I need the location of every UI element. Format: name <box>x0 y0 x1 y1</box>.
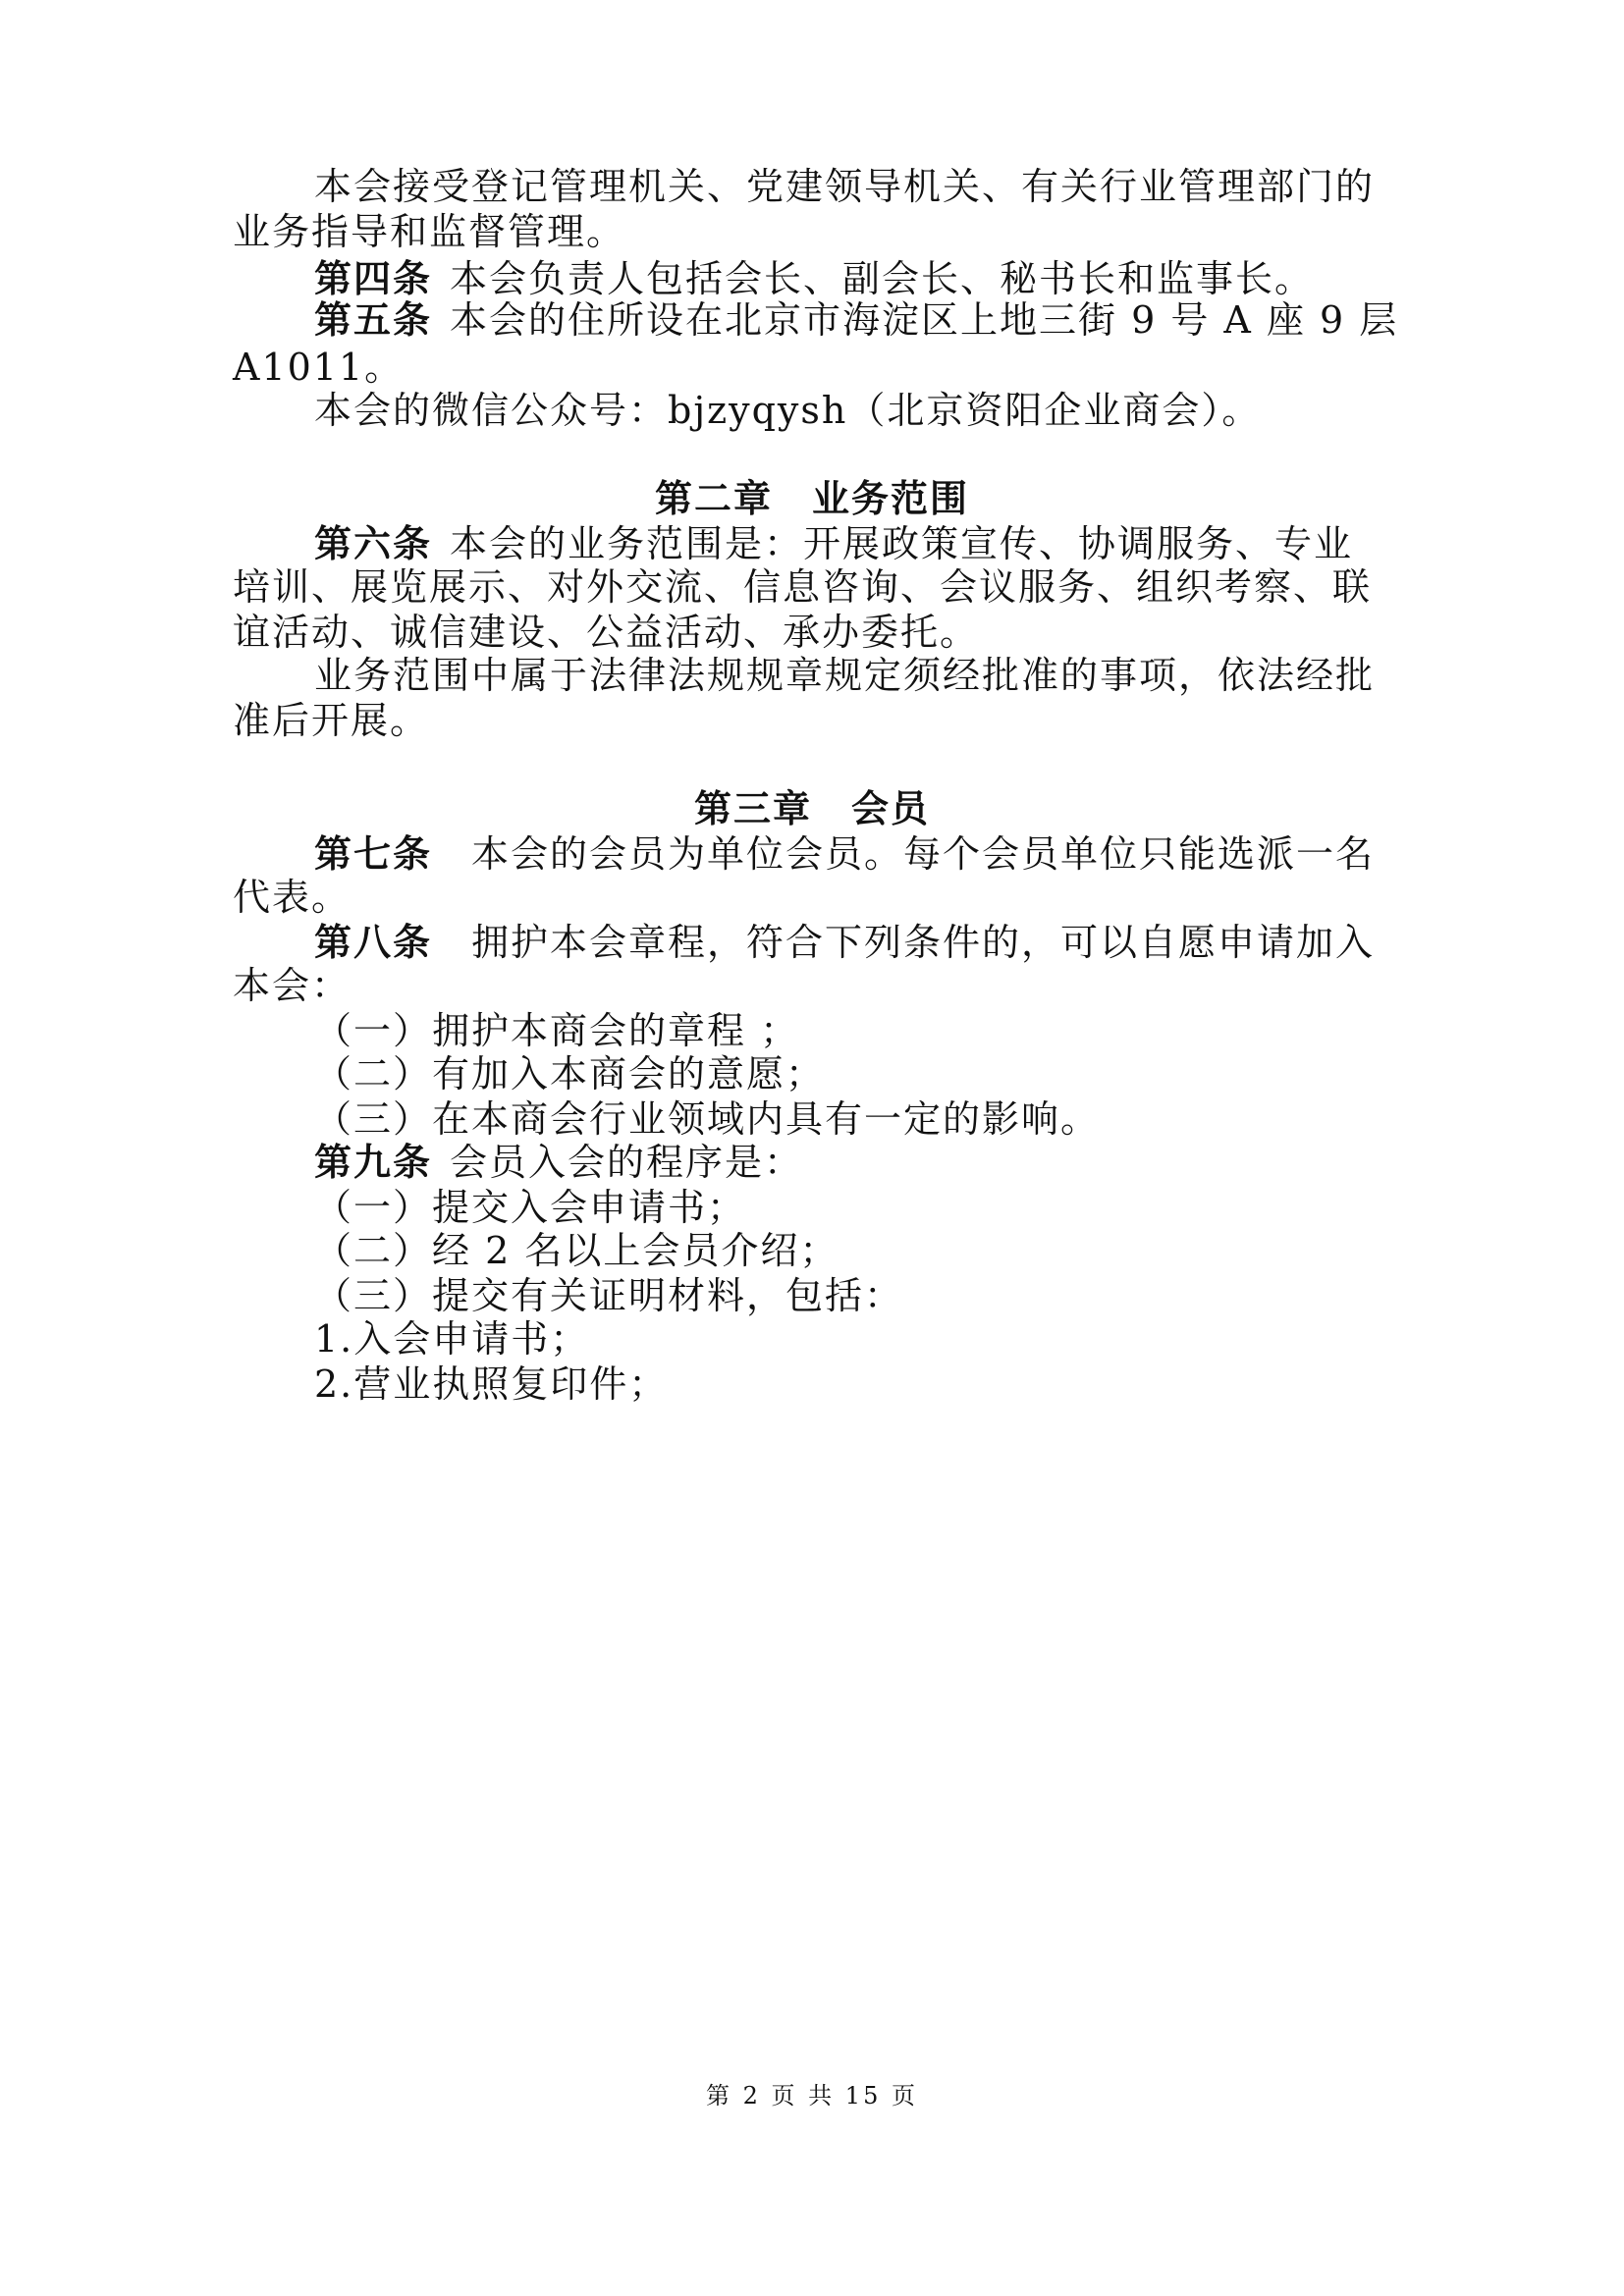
paragraph-line: 业务范围中属于法律法规规章规定须经批准的事项，依法经批 <box>314 654 1376 697</box>
wechat-line: 本会的微信公众号：bjzyqysh（北京资阳企业商会）。 <box>314 389 1262 432</box>
chapter-number: 第二章 <box>654 477 773 520</box>
article-label: 第七条 <box>314 832 433 876</box>
article-text: 拥护本会章程，符合下列条件的，可以自愿申请加入 <box>471 921 1376 964</box>
list-item: 1.入会申请书； <box>314 1317 590 1361</box>
list-item: （一）提交入会申请书； <box>314 1186 747 1229</box>
chapter-2-heading <box>0 475 1624 522</box>
list-item: （一）拥护本商会的章程 ； <box>314 1009 800 1052</box>
list-item: （三）提交有关证明材料，包括： <box>314 1274 904 1317</box>
article-5 <box>314 296 1398 344</box>
paragraph-line: 业务指导和监督管理。 <box>233 210 626 253</box>
paragraph-line: 准后开展。 <box>233 699 430 742</box>
paragraph-line: 本会接受登记管理机关、党建领导机关、有关行业管理部门的 <box>314 165 1376 208</box>
article-text: 本会的业务范围是：开展政策宣传、协调服务、专业 <box>450 522 1354 565</box>
list-item: （二）经 2 名以上会员介绍； <box>314 1229 839 1272</box>
chapter-title: 业务范围 <box>812 477 970 520</box>
paragraph-line: 培训、展览展示、对外交流、信息咨询、会议服务、组织考察、联 <box>233 565 1373 609</box>
article-8 <box>314 919 1375 966</box>
paragraph-line: 谊活动、诚信建设、公益活动、承办委托。 <box>233 611 980 654</box>
list-item: 2.营业执照复印件； <box>314 1362 669 1406</box>
paragraph-line: A1011。 <box>233 346 405 389</box>
article-text: 本会的会员为单位会员。每个会员单位只能选派一名 <box>471 832 1376 876</box>
article-label: 第九条 <box>314 1141 433 1184</box>
article-7 <box>314 830 1375 878</box>
article-4 <box>314 255 1314 302</box>
article-label: 第五条 <box>314 298 433 342</box>
chapter-title: 会员 <box>851 787 931 830</box>
article-9 <box>314 1139 803 1186</box>
paragraph-line: 本会： <box>233 964 352 1007</box>
article-6 <box>314 520 1353 567</box>
article-label: 第四条 <box>314 257 433 300</box>
article-text: 会员入会的程序是： <box>450 1141 804 1184</box>
article-text: 本会负责人包括会长、副会长、秘书长和监事长。 <box>450 257 1315 300</box>
list-item: （三）在本商会行业领域内具有一定的影响。 <box>314 1097 1101 1141</box>
article-text: 本会的住所设在北京市海淀区上地三街 9 号 A 座 9 层 <box>450 298 1399 342</box>
article-label: 第六条 <box>314 522 433 565</box>
page-number-footer: 第 2 页 共 15 页 <box>706 2082 918 2109</box>
article-label: 第八条 <box>314 921 433 964</box>
chapter-3-heading <box>0 785 1624 832</box>
list-item: （二）有加入本商会的意愿； <box>314 1052 826 1095</box>
paragraph-line: 代表。 <box>233 876 352 919</box>
chapter-number: 第三章 <box>693 787 812 830</box>
